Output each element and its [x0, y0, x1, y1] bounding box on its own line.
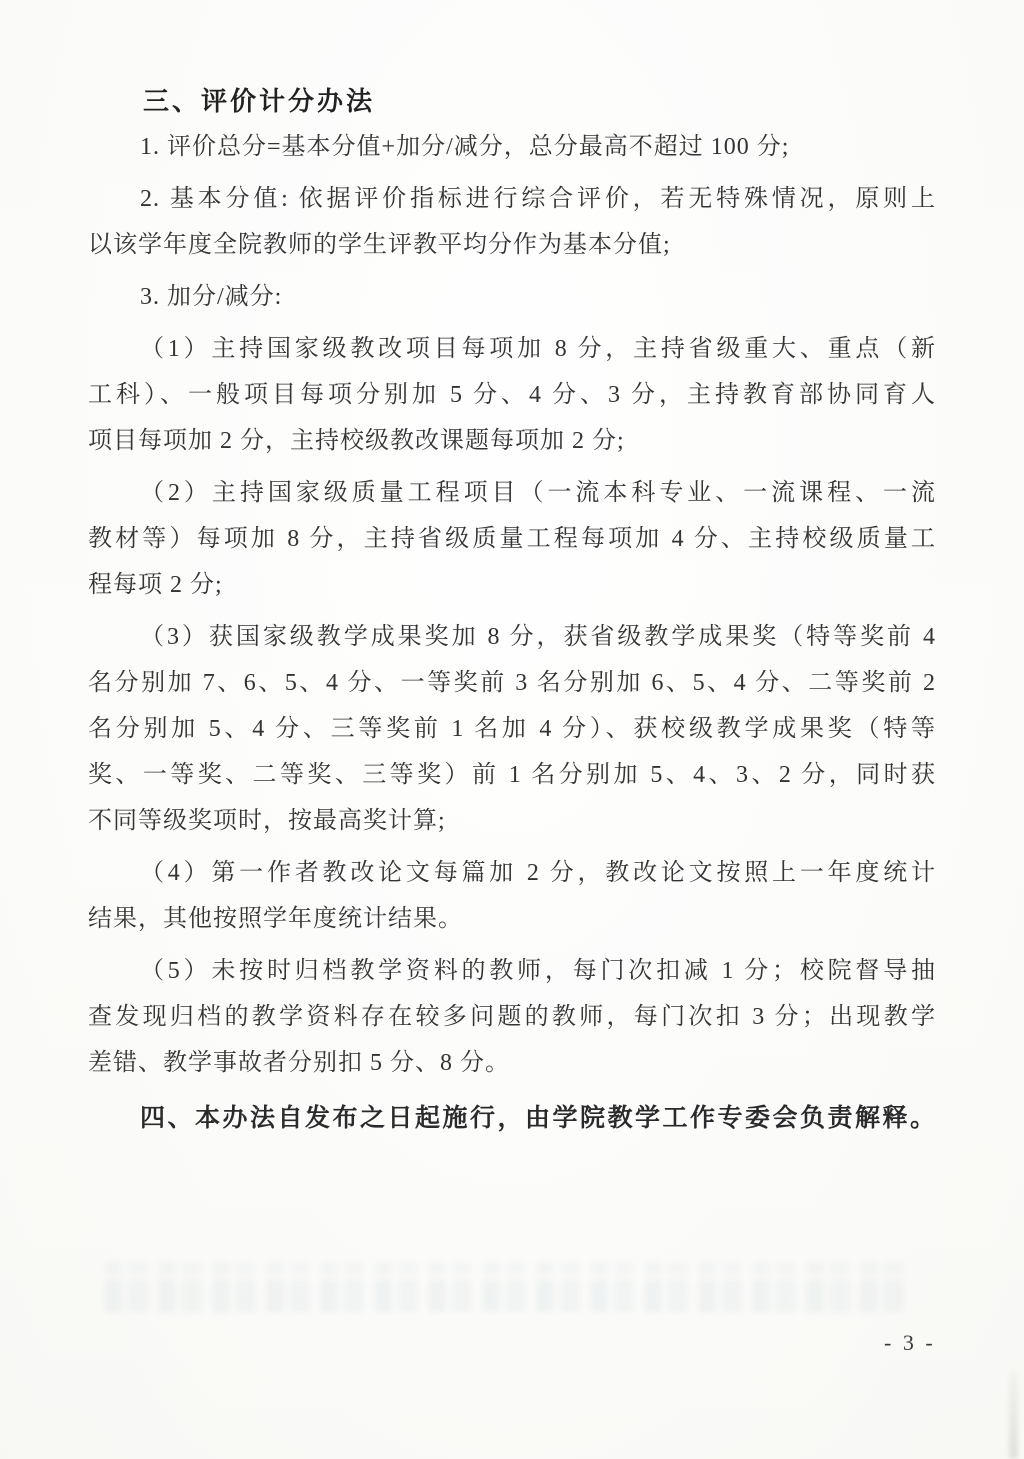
- doc-line: （2）主持国家级质量工程项目（一流本科专业、一流课程、一流: [140, 480, 936, 506]
- doc-line: （1）主持国家级教改项目每项加 8 分，主持省级重大、重点（新: [140, 336, 936, 362]
- doc-line: 3. 加分/减分:: [140, 284, 283, 310]
- section-heading: 三、评价计分办法: [143, 87, 376, 116]
- doc-line: 结果，其他按照学年度统计结果。: [88, 906, 463, 932]
- bleedthrough-ghost-text: [105, 1262, 910, 1275]
- doc-line: 工科）、一般项目每项分别加 5 分、4 分、3 分，主持教育部协同育人: [88, 382, 936, 408]
- doc-line: 程每项 2 分;: [88, 572, 223, 598]
- doc-line: 名分别加 7、6、5、4 分、一等奖前 3 名分别加 6、5、4 分、二等奖前 2: [88, 670, 936, 696]
- doc-line: 差错、教学事故者分别扣 5 分、8 分。: [88, 1050, 510, 1076]
- doc-line: （5）未按时归档教学资料的教师，每门次扣减 1 分；校院督导抽: [140, 958, 936, 984]
- closing-statement: 四、本办法自发布之日起施行，由学院教学工作专委会负责解释。: [140, 1105, 936, 1132]
- doc-line: 以该学年度全院教师的学生评教平均分作为基本分值;: [88, 232, 671, 258]
- bleedthrough-ghost-text: [105, 1280, 910, 1312]
- page-number: - 3 -: [884, 1330, 936, 1355]
- doc-line: 查发现归档的教学资料存在较多问题的教师，每门次扣 3 分；出现教学: [88, 1004, 936, 1030]
- doc-line: 项目每项加 2 分，主持校级教改课题每项加 2 分;: [88, 428, 625, 454]
- doc-line: 2. 基本分值: 依据评价指标进行综合评价，若无特殊情况，原则上: [140, 186, 936, 212]
- doc-line: 奖、一等奖、二等奖、三等奖）前 1 名分别加 5、4、3、2 分，同时获: [88, 762, 936, 788]
- doc-line: 1. 评价总分=基本分值+加分/减分，总分最高不超过 100 分;: [140, 134, 790, 160]
- doc-line: 不同等级奖项时，按最高奖计算;: [88, 808, 446, 834]
- doc-line: （3）获国家级教学成果奖加 8 分，获省级教学成果奖（特等奖前 4: [140, 624, 936, 650]
- doc-line: 名分别加 5、4 分、三等奖前 1 名加 4 分）、获校级教学成果奖（特等: [88, 716, 936, 742]
- scan-edge-shadow: [1009, 1372, 1018, 1459]
- document-body: [88, 80, 936, 1142]
- doc-line: （4）第一作者教改论文每篇加 2 分，教改论文按照上一年度统计: [140, 860, 936, 886]
- doc-line: 教材等）每项加 8 分，主持省级质量工程每项加 4 分、主持校级质量工: [88, 526, 936, 552]
